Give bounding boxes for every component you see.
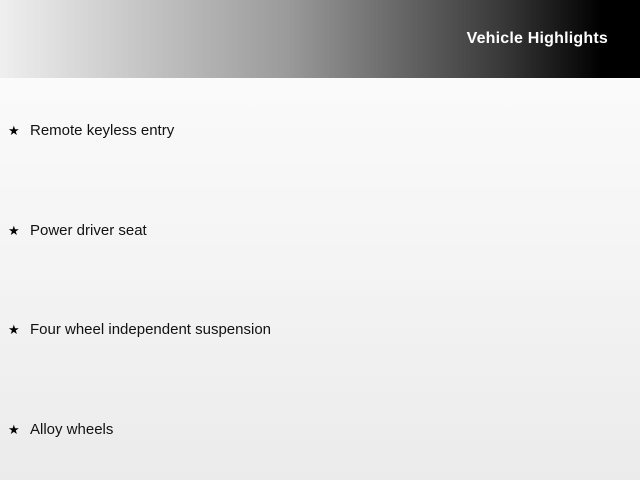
list-item xyxy=(8,121,174,141)
list-item xyxy=(8,320,271,340)
list-item-label: Remote keyless entry xyxy=(30,122,175,139)
star-bullet-icon: ★ xyxy=(8,322,20,337)
list-item-label: Four wheel independent suspension xyxy=(30,321,272,338)
list-item-label: Power driver seat xyxy=(30,222,147,239)
list-item xyxy=(8,420,113,440)
star-bullet-icon: ★ xyxy=(8,123,20,138)
star-bullet-icon: ★ xyxy=(8,223,20,238)
list-item xyxy=(8,221,147,241)
list-item-label: Alloy wheels xyxy=(30,421,114,438)
star-bullet-icon: ★ xyxy=(8,422,20,437)
page-title: Vehicle Highlights xyxy=(466,30,608,47)
header-banner xyxy=(0,0,640,80)
highlights-list xyxy=(0,82,640,480)
